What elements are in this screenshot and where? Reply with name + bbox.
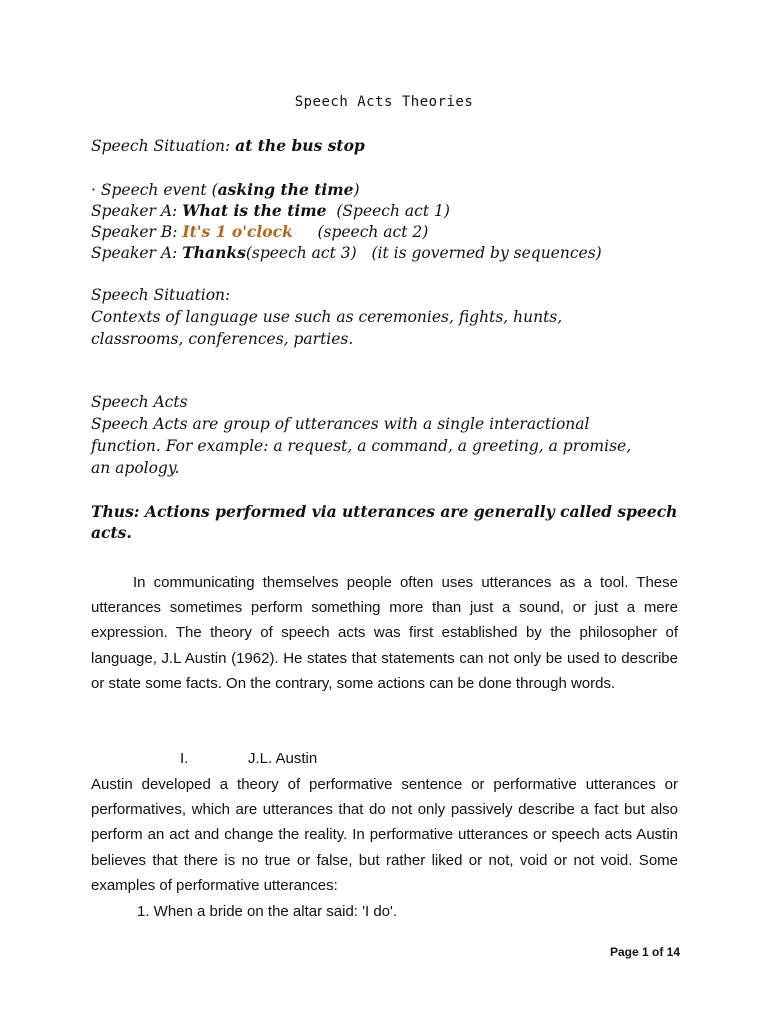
speech-situation-label-2: Speech Situation: <box>91 286 231 304</box>
dialogue-line-1 <box>91 200 691 223</box>
speech-act-note: (Speech act 1) <box>336 202 450 220</box>
speaker-label: Speaker A: <box>91 202 178 220</box>
speech-acts-text-2: function. For example: a request, a command, a greeting, a promise, <box>91 437 632 455</box>
speech-acts-text-3: an apology. <box>91 459 180 477</box>
dialogue-line-3 <box>91 242 691 265</box>
paragraph-austin: Austin developed a theory of performative sentence or performative utterances or performatives, which are utterances that do not only passively describe a fact but also perform an act and change the reality. In performative utterances or speech acts Austin believes that there is no true or false, but rather liked or not, void or not void. Some examples of performative utterances: <box>91 776 678 894</box>
speech-event-line <box>91 179 691 202</box>
speaker-label: Speaker B: <box>91 223 178 241</box>
speech-acts-text-1: Speech Acts are group of utterances with a single interactional <box>91 415 590 433</box>
speech-acts-label: Speech Acts <box>91 393 188 411</box>
paragraph-intro: In communicating themselves people often uses utterances as a tool. These utterances sometimes perform something more than just a sound, or just a mere expression. The theory of speech acts was first established by the philosopher of language, J.L Austin (1962). He states that statements can not only be used to describe or state some facts. On the contrary, some actions can be done through words. <box>91 574 678 692</box>
speaker-label: Speaker A: <box>91 244 178 262</box>
speech-situation-label: Speech Situation: <box>91 137 231 155</box>
utterance: Thanks <box>182 243 246 262</box>
speech-act-note: (speech act 3) <box>245 244 357 262</box>
dialogue-line-2 <box>91 221 691 244</box>
utterance: It's 1 o'clock <box>182 222 293 241</box>
utterance: What is the time <box>182 201 327 220</box>
section-heading <box>180 750 317 767</box>
section-title: J.L. Austin <box>248 750 318 767</box>
example-item-1: 1. When a bride on the altar said: 'I do'. <box>137 903 398 920</box>
thus-statement-1: Thus: Actions performed via utterances are generally called speech <box>91 502 678 521</box>
speech-situation-text-1: Contexts of language use such as ceremonies, fights, hunts, <box>91 308 563 326</box>
document-title: Speech Acts Theories <box>294 94 474 110</box>
speech-situation-text-2: classrooms, conferences, parties. <box>91 330 354 348</box>
speech-situation-line <box>91 135 691 158</box>
speech-event-value: asking the time <box>217 180 354 199</box>
speech-event-suffix: ) <box>353 181 360 199</box>
page-number: Page 1 of 14 <box>610 945 681 959</box>
section-numeral: I. <box>180 750 189 767</box>
sequence-note: (it is governed by sequences) <box>371 244 602 262</box>
speech-event-prefix: · Speech event ( <box>91 181 218 199</box>
speech-situation-value: at the bus stop <box>235 136 365 155</box>
thus-statement-2: acts. <box>91 523 132 542</box>
speech-act-note: (speech act 2) <box>317 223 429 241</box>
